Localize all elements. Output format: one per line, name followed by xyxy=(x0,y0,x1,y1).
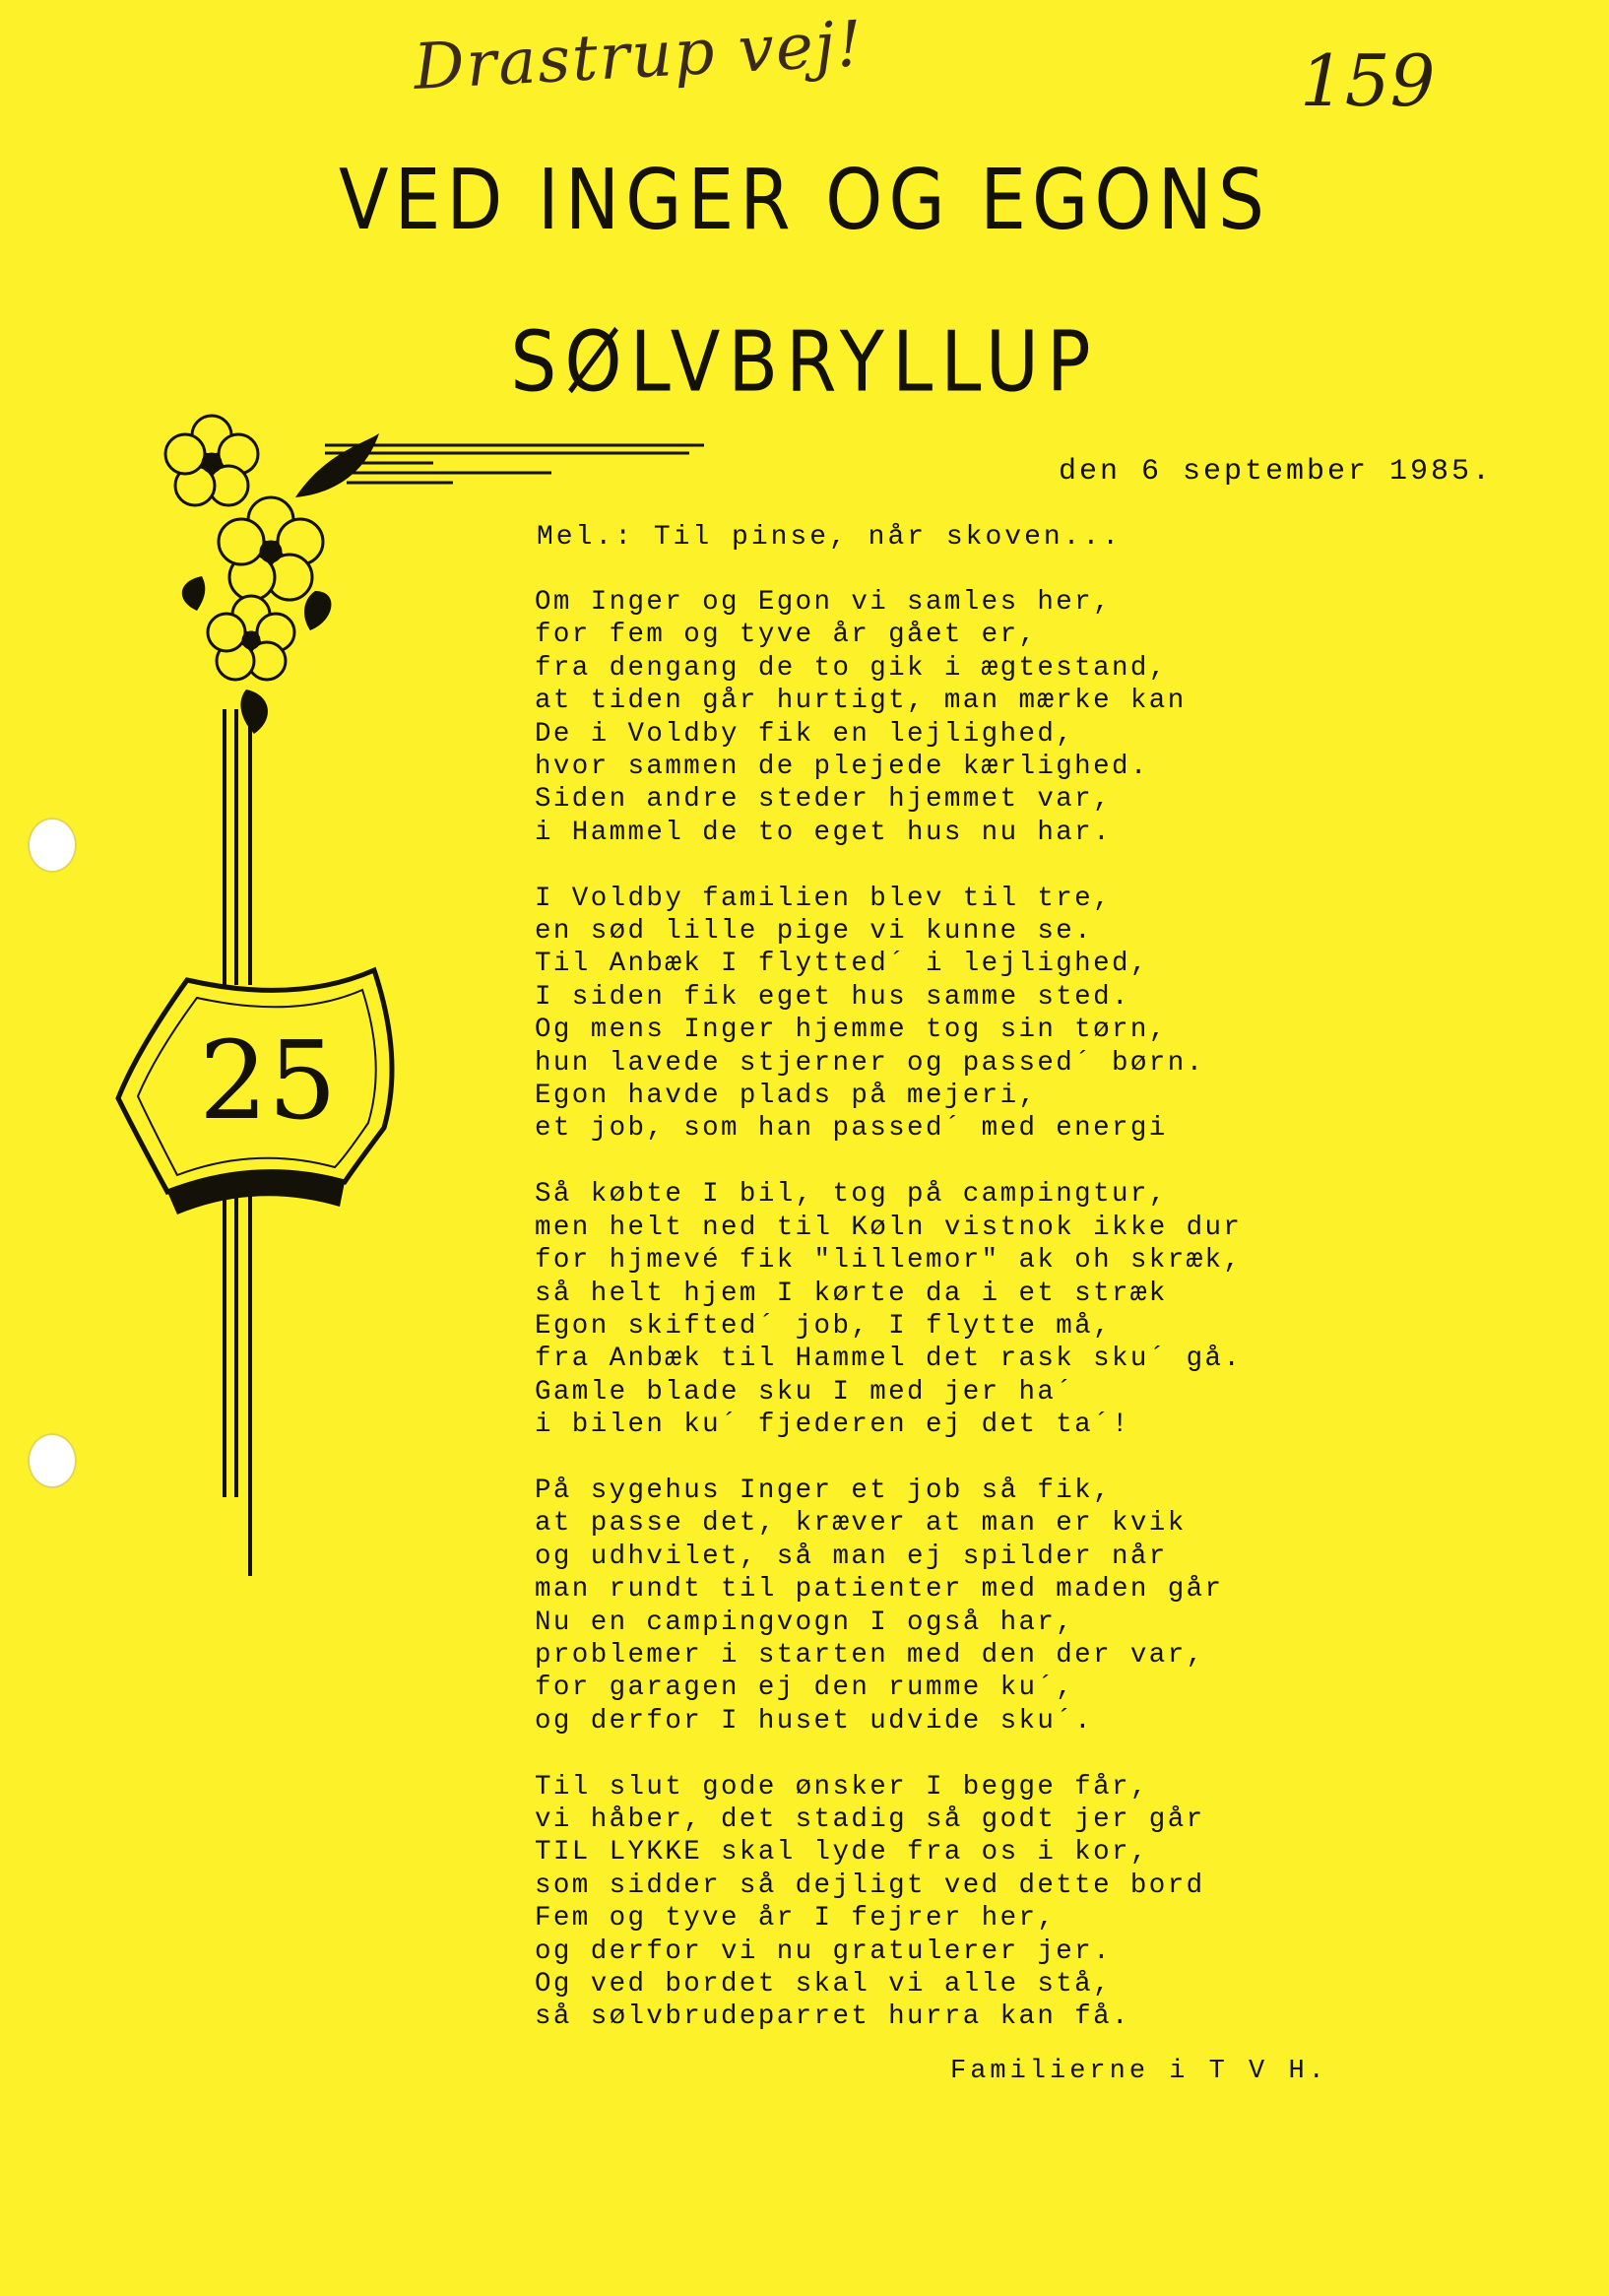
poem-line: men helt ned til Køln vistnok ikke dur xyxy=(535,1212,1243,1243)
signature: Familierne i T V H. xyxy=(950,2057,1328,2086)
poem xyxy=(535,586,1578,2066)
poem-line: vi håber, det stadig så godt jer går xyxy=(535,1804,1205,1835)
poem-line: Og ved bordet skal vi alle stå, xyxy=(535,1969,1112,2000)
poem-line: På sygehus Inger et job så fik, xyxy=(535,1475,1112,1506)
title-line-2: SØLVBRYLLUP xyxy=(510,313,1099,412)
poem-line: Egon havde plads på mejeri, xyxy=(535,1081,1038,1112)
poem-line: Siden andre steder hjemmet var, xyxy=(535,784,1112,816)
poem-line: De i Voldby fik en lejlighed, xyxy=(535,718,1075,750)
page-number: 159 xyxy=(1300,39,1436,122)
poem-line: Til Anbæk I flytted´ i lejlighed, xyxy=(535,949,1149,980)
poem-line: i Hammel de to eget hus nu har. xyxy=(535,817,1112,848)
poem-line: man rundt til patienter med maden går xyxy=(535,1574,1224,1606)
poem-line: en sød lille pige vi kunne se. xyxy=(535,916,1094,948)
flower-3 xyxy=(208,596,294,680)
badge-number: 25 xyxy=(199,1017,337,1144)
poem-line: Egon skifted´ job, I flytte må, xyxy=(535,1310,1112,1342)
stanza-5 xyxy=(535,1771,1578,2034)
poem-line: et job, som han passed´ med energi xyxy=(535,1113,1168,1145)
poem-line: fra dengang de to gik i ægtestand, xyxy=(535,652,1168,684)
stanza-3 xyxy=(535,1178,1578,1441)
poem-line: Nu en campingvogn I også har, xyxy=(535,1607,1075,1638)
poem-line: som sidder så dejligt ved dette bord xyxy=(535,1870,1205,1901)
poem-line: at tiden går hurtigt, man mærke kan xyxy=(535,686,1187,717)
poem-line: I Voldby familien blev til tre, xyxy=(535,883,1112,914)
poem-line: for garagen ej den rumme ku´, xyxy=(535,1673,1075,1704)
punch-hole xyxy=(28,1433,77,1488)
poem-line: fra Anbæk til Hammel det rask sku´ gå. xyxy=(535,1344,1243,1375)
poem-line: i bilen ku´ fjederen ej det ta´! xyxy=(535,1410,1130,1441)
flower-1 xyxy=(165,416,258,505)
stanza-1 xyxy=(535,586,1578,849)
date-line: den 6 september 1985. xyxy=(1059,455,1494,489)
poem-line: hun lavede stjerner og passed´ børn. xyxy=(535,1047,1205,1079)
punch-hole xyxy=(28,818,77,873)
poem-line: hvor sammen de plejede kærlighed. xyxy=(535,752,1149,783)
melody-line: Mel.: Til pinse, når skoven... xyxy=(537,522,1123,553)
title-line-1: VED INGER OG EGONS xyxy=(339,151,1270,249)
poem-line: at passe det, kræver at man er kvik xyxy=(535,1508,1187,1540)
flower-2 xyxy=(219,497,323,600)
poem-line: Og mens Inger hjemme tog sin tørn, xyxy=(535,1015,1168,1046)
poem-line: og derfor I huset udvide sku´. xyxy=(535,1705,1094,1737)
poem-line: og derfor vi nu gratulerer jer. xyxy=(535,1935,1112,1967)
poem-line: så helt hjem I kørte da i et stræk xyxy=(535,1278,1168,1309)
poem-line: Til slut gode ønsker I begge får, xyxy=(535,1771,1149,1803)
stanza-4 xyxy=(535,1475,1578,1738)
poem-line: Så købte I bil, tog på campingtur, xyxy=(535,1179,1168,1211)
poem-line: for hjmevé fik "lillemor" ak oh skræk, xyxy=(535,1245,1243,1277)
poem-line: Fem og tyve år I fejrer her, xyxy=(535,1903,1057,1935)
stanza-2 xyxy=(535,883,1578,1146)
poem-line: for fem og tyve år gået er, xyxy=(535,620,1038,651)
poem-line: problemer i starten med den der var, xyxy=(535,1639,1205,1671)
poem-line: Gamle blade sku I med jer ha´ xyxy=(535,1376,1075,1408)
poem-line: så sølvbrudeparret hurra kan få. xyxy=(535,2001,1130,2033)
poem-line: I siden fik eget hus samme sted. xyxy=(535,981,1130,1013)
handwritten-note: Drastrup vej! xyxy=(412,8,866,104)
poem-line: Om Inger og Egon vi samles her, xyxy=(535,587,1112,618)
poem-line: og udhvilet, så man ej spilder når xyxy=(535,1541,1168,1572)
poem-line: TIL LYKKE skal lyde fra os i kor, xyxy=(535,1837,1149,1869)
